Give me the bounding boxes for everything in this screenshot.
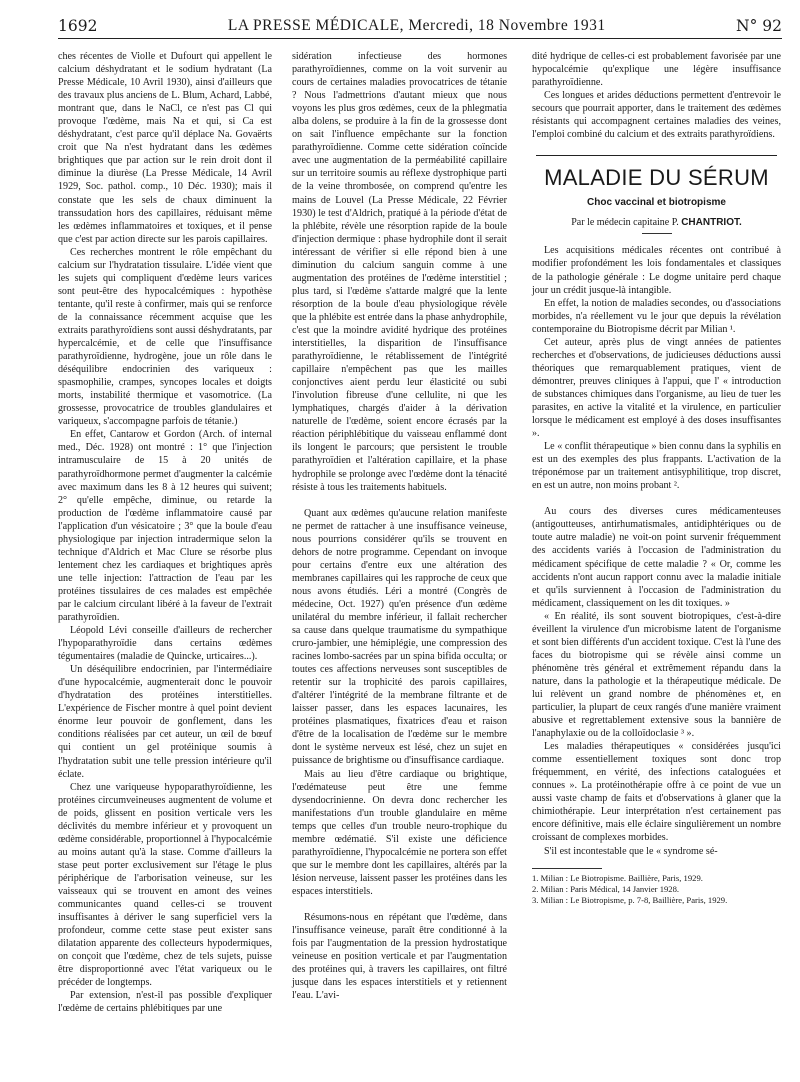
column-2 bbox=[292, 50, 507, 1002]
paragraph: dité hydrique de celles-ci est probablement favorisée par une hypocalcémie qu'explique une légère insuffisance parathyroïdienne. bbox=[532, 51, 781, 89]
paragraph: Chez une variqueuse hypoparathyroïdienne, les protéines circumveineuses augmentent de volume et de poids, glissent en position verticale vers les déclivités du membre inférieur et y provoquent un œdème considérable, proportionnel à l'hypocalcémie au moins autant qu'à la stase. Comme d'ailleurs la stase peut porter exclusivement sur l'étage le plus périphérique de l'arborisation veineuse, sur les vaisseaux qui se trouvent en amont des veines communicantes quand celles-ci se trouvent insuffisantes à dériver le sang superficiel vers la profondeur, comme cette stase peut exister sans dilatation apparente des collecteurs hypodermiques, on conçoit que l'œdème, chez de tels sujets, puisse être disproportionné avec l'état variqueux ou le précéder de longtemps. bbox=[58, 781, 272, 989]
footnote: 2. Milian : Paris Médical, 14 Janvier 1928. bbox=[532, 883, 680, 894]
footnote: 3. Milian : Le Biotropisme, p. 7-8, Baillière, Paris, 1929. bbox=[532, 894, 728, 905]
author-name: CHANTRIOT. bbox=[681, 217, 742, 229]
page-number-left: 1692 bbox=[58, 17, 98, 35]
paragraph: En effet, la notion de maladies secondes, ou d'associations morbides, n'a réellement vu le jour que depuis la révélation contemporaine du Biotropisme décrit par Milian ¹. bbox=[532, 297, 781, 335]
paragraph: Un déséquilibre endocrinien, par l'intermédiaire d'une hypocalcémie, augmenterait donc le pouvoir d'hydratation des protéines interstitielles. L'expérience de Fischer montre à quel point devient énorme leur pouvoir de gonflement, dans les conditions réalisées par cet auteur, un œil de bœuf qui contient un gel protéinique soumis à l'hydratation subit une telle pression intérieure qu'il éclate. bbox=[58, 664, 272, 780]
paragraph: Mais au lieu d'être cardiaque ou brightique, l'œdémateuse peut être une femme dysendocrinienne. On devra donc rechercher les manifestations d'un trouble glandulaire en même temps que celles d'un trouble neuro-trophique du membre œdématié. S'il existe une déficience parathyroïdienne, l'hypocalcémie ne portera son effet que sur le membre dont les capillaires, altérés par la lésion nerveuse, laissent passer les protéines dans les espaces interstitiels. bbox=[292, 768, 507, 897]
journal-title: LA PRESSE MÉDICALE, Mercredi, 18 Novembre 1931 bbox=[227, 17, 606, 34]
header-rule bbox=[58, 38, 782, 39]
footnotes bbox=[532, 873, 781, 906]
paragraph: Quant aux œdèmes qu'aucune relation manifeste ne permet de rattacher à une insuffisance veineuse, nous pourrions considérer qu'ils se trouvent en dehors de notre programme. Cependant on invoque pour certains d'entre eux une altération des membranes capillaires qui les rapproche de ceux que nous avons étudiés. Léri a montré (Congrès de médecine, Oct. 1927) qu'en présence d'un œdème unilatéral du membre inférieur, il fallait rechercher sa cause dans quelque traumatisme du sympathique cruro-jambier, une hémiplégie, une compression des racines lombo-sacrées par un spina bifida occulta; or toutes ces affections nerveuses sont susceptibles de retentir sur la trophicité des parois capillaires, d'altérer l'intégrité de la membrane filtrante et de laisser passer, dans les espaces lacunaires, les protéines plasmatiques, fixatrices d'eau et raison d'être de la localisation de l'œdème sur le membre dont le système nerveux est lésé, chez un sujet en puissance de brightisme ou d'insuffisance cardiaque. bbox=[292, 507, 507, 767]
paragraph: Au cours des diverses cures médicamenteuses (antigoutteuses, antirhumatismales, antidiphtériques ou de toute autre maladie) ne voit-on point survenir fréquemment des accidents variés à l'occasion de l'administration du médicament spécifique de cette maladie ? « Or, comme les accidents n'ont aucun rapport connu avec la maladie initiale et qu'ils surviennent à l'occasion de l'administration du médicament, classiquement on les dit toxiques. » bbox=[532, 506, 781, 609]
section-rule bbox=[536, 155, 777, 156]
article-title: MALADIE DU SÉRUM bbox=[544, 165, 769, 191]
paragraph-gap bbox=[292, 898, 507, 911]
paragraph: « En réalité, ils sont souvent biotropiques, c'est-à-dire éveillent la virulence d'un microbisme latent de l'organisme et sont bien différents d'un accident toxique. C'est là l'une des faces du biotropisme qui se révèle ainsi comme un phénomène très général et extrêmement répandu dans la nature, dans la pathologie et la thérapeutique médicale. De lui relèvent un grand nombre de phénomènes et, en particulier, la plupart de ceux rangés d'une manière vraiment abusive et regrettablement extensive sous la bannière de l'anaphylaxie ou de la colloïdoclasie ³ ». bbox=[532, 610, 781, 740]
author-prefix: Par le médecin capitaine P. bbox=[571, 217, 679, 229]
paragraph: Le « conflit thérapeutique » bien connu dans la syphilis en est un des exemples des plus frappants. L'activation de la tréponémose par un traitement antisyphilitique, trop discret, en est un autre, non moins probant ². bbox=[532, 441, 781, 492]
page-header bbox=[58, 14, 782, 38]
column-3 bbox=[532, 50, 781, 906]
paragraph: En effet, Cantarow et Gordon (Arch. of internal med., Déc. 1928) ont montré : 1° que l'injection intramusculaire de 15 à 20 unités de parathyroïdhormone permet d'augmenter la calcémie avec maximum dans les 8 à 12 heures qui suivent; 2° qu'elle empêche, diminue, ou retarde la production de l'œdème inflammatoire causé par l'application d'un vésicatoire ; 3° que la boule d'eau physiologique par injection intradermique selon la technique d'Aldrich et Mac Clure se résorbe plus lentement chez les cardiaques et brightiques après une telle injection: l'attraction de l'eau par les protéines tissulaires de ces malades est empêchée par le calcium circulant libéré à la faveur de l'extrait parathyroïdien. bbox=[58, 429, 272, 624]
paragraph: Résumons-nous en répétant que l'œdème, dans l'insuffisance veineuse, paraît être conditionné à la fois par l'augmentation de la pression hydrostatique veineuse en position verticale et par l'augmentation des protéines qui, à travers les capillaires, ont filtré jusque dans les espaces interstitiels et y retiennent l'eau. L'avi- bbox=[292, 912, 507, 1002]
article-author bbox=[532, 216, 781, 229]
column-1 bbox=[58, 50, 272, 1015]
paragraph: Par extension, n'est-il pas possible d'expliquer l'œdème de certains phlébitiques par une bbox=[58, 990, 272, 1015]
article-subtitle: Choc vaccinal et biotropisme bbox=[587, 197, 726, 209]
paragraph: Les acquisitions médicales récentes ont contribué à modifier profondément les lois fondamentales et classiques de la pathologie générale : Le dogme unitaire perd chaque jour un crédit jusque-là intangible. bbox=[532, 245, 781, 296]
footnote-rule bbox=[532, 868, 602, 869]
issue-number: N° 92 bbox=[736, 17, 782, 35]
paragraph: Cet auteur, après plus de vingt années de patientes recherches et d'observations, de judicieuses déductions aussi théoriques que remarquablement pratiques, vient de démontrer, preuves cliniques à l'appui, que l' « introduction de substances chimiques dans l'organisme, au lieu de tuer les parasites, en active la vitalité et la virulence, en particulier lorsque le médicament est employé à des doses insuffisantes ». bbox=[532, 336, 781, 440]
paragraph: Léopold Lévi conseille d'ailleurs de rechercher l'hypoparathyroïdie dans certains œdèmes tégumentaires (maladie de Quincke, urticaires...). bbox=[58, 625, 272, 663]
paragraph: Les maladies thérapeutiques « considérées jusqu'ici comme essentiellement toxiques sont donc trop fréquemment, en vérité, des infections cataloguées et connues ». La protéinothérapie offre à ce point de vue un aussi vaste champ de faits et d'observations à glaner que la chimiothérapie. Leur interprétation n'est certainement pas encore définitive, mais elle éclaire singulièrement un nombre croissant de complexes morbides. bbox=[532, 741, 781, 844]
paragraph-gap bbox=[532, 492, 781, 505]
short-rule bbox=[642, 233, 672, 234]
footnote: 1. Milian : Le Biotropisme. Baillière, Paris, 1929. bbox=[532, 872, 703, 883]
paragraph-gap bbox=[292, 494, 507, 507]
paragraph: sidération infectieuse des hormones parathyroïdiennes, comme on la voit survenir au cours de certaines maladies provocatrices de tétanie ? Nous l'admettrions d'autant mieux que nous voyons les plus gros œdèmes, ceux de la phlegmatia alba dolens, se produire à la fin de la grossesse dont on sait l'influence empêchante sur la fonction parathyroïdienne. Comme cette sidération coïncide avec une augmentation de la perméabilité capillaire sur un territoire soumis au réflexe dystrophique parti de la veine thrombosée, on comprend qu'entre les mains de Louvel (La Presse Médicale, 22 Février 1930) le test d'Aldrich, pratiqué à la période d'état de la phlébite, révèle une résorption rapide de la boule d'injection dermique : phase hydrophile dont il serait intéressant de vérifier si elle répond bien à une diminution du calcium sanguin comme à une augmentation des protéines de l'œdème interstitiel ; plus tard, si l'œdème s'attarde malgré que la lente résorption de la boule d'eau physiologique révèle que la phlébite est entrée dans la phase anhydrophile, c'est que la moindre avidité hydrique des protéines interstitielles, la disparition de l'insuffisance parathyroïdienne, le rétablissement de l'intégrité capillaire n'empêchent pas que les mailles conjonctives aient perdu leur élasticité ou subi l'involution fibreuse d'une cellulite, ni que les lymphatiques, chargés d'aider à la dérivation naturelle de l'œdème, soient encore écrasés par la réaction périphlébitique du vaisseau enflammé dont ils longent le parcours; que persistent le trouble parathyroïdien et l'altération capillaire, et la phase hydrophile se prolonge avec l'œdème dont la ténacité résiste à tous les traitements habituels. bbox=[292, 51, 507, 493]
paragraph: Ces longues et arides déductions permettent d'entrevoir le secours que pourrait apporter, dans le traitement des œdèmes résistants qui accompagnent certaines maladies des veines, l'emploi combiné du calcium et des extraits parathyroïdiens. bbox=[532, 90, 781, 141]
paragraph: S'il est incontestable que le « syndrome sé- bbox=[544, 845, 718, 857]
paragraph: Ces recherches montrent le rôle empêchant du calcium sur l'hydratation tissulaire. L'idée vient que les sujets qui compliquent d'œdème leurs varices sont peut-être des hypocalcémiques : hypothèse tentante, qu'il reste à confirmer, mais qui se renforce de la connaissance récemment acquise que les extraits parathyroïdiens sont aussi déshydratants, par hypercalcémie, et de celle que l'insuffisance parathyroïdienne, hydrogène, joue un rôle dans le déséquilibre endocrinien des variqueux : spasmophilie, crampes, syncopes locales et doigts morts, instabilité thermique et vasomotrice. (La grossesse, provocatrice de troubles glandulaires et variqueux, s'accompagne parfois de tétanie.) bbox=[58, 246, 272, 428]
paragraph: ches récentes de Violle et Dufourt qui appellent le calcium déshydratant et le sodium hydratant (La Presse Médicale, 10 Avril 1930), ainsi d'ailleurs que des travaux plus anciens de L. Blum, Achard, Labbé, montrant que, dans le NaCl, ce n'est pas Cl qui provoque l'œdème, mais Na et qui, si Ca est déshydratant, c'est parce qu'il déplace Na. Govaërts croit que Na n'est hydratant dans les œdèmes brightiques que par action sur le rein droit dont il diminue la diurèse (La Presse Médicale, 14 Avril 1929, Soc. pathol. comp., 10 Déc. 1930); mais il constate que les sels de chaux diminuent la transsudation hors des capillaires, réduisant même les œdèmes inflammatoires et toxiques, et il pense que c'est par action directe sur les parois capillaires. bbox=[58, 51, 272, 245]
